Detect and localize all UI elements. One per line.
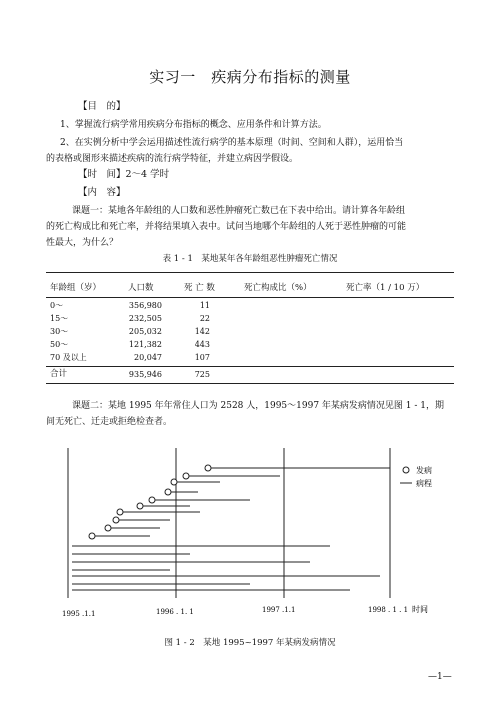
onset-marker (165, 489, 171, 495)
task2-line-1: 课题二：某地 1995 年年常住人口为 2528 人，1995～1997 年某病发病情况见图 1 - 1，期 (72, 401, 444, 411)
page-title: 实习一 疾病分布指标的测量 (149, 68, 351, 86)
deaths-cell: 107 (194, 353, 210, 362)
onset-marker (105, 525, 111, 531)
incidence-timeline-figure (50, 440, 450, 630)
purpose-heading: 【目 的】 (78, 101, 126, 112)
age-cell: 0～ (50, 301, 64, 310)
x-tick-1996: 1996 . 1. 1 (156, 608, 194, 616)
onset-marker (149, 497, 155, 503)
onset-marker (183, 473, 189, 479)
col-header-population: 人口数 (128, 283, 154, 293)
x-tick-1998: 1998 . 1 . 1 (368, 606, 409, 614)
population-cell: 232,505 (128, 314, 162, 323)
purpose-item-2-line-2: 的表格或图形来描述疾病的流行病学特征，并建立病因学假设。 (46, 154, 299, 164)
onset-marker (205, 465, 211, 471)
legend-course-label: 病程 (416, 479, 432, 488)
table-bottom-rule (46, 383, 454, 384)
age-cell: 70 及以上 (50, 353, 87, 362)
age-cell: 50～ (50, 340, 69, 349)
table-caption: 表 1 - 1 某地某年各年龄组恶性肿瘤死亡情况 (162, 254, 338, 264)
onset-marker (117, 509, 123, 515)
age-cell: 30～ (50, 327, 69, 336)
onset-marker (137, 503, 143, 509)
x-tick-1995: 1995 .1.1 (62, 610, 96, 618)
col-header-proportion: 死亡构成比（%） (244, 283, 312, 293)
deaths-cell: 11 (199, 301, 210, 310)
deaths-cell: 22 (199, 314, 210, 323)
population-cell: 121,382 (128, 340, 162, 349)
total-population: 935,946 (128, 370, 162, 379)
x-axis-label: 时间 (412, 605, 428, 614)
task1-line-2: 的死亡构成比和死亡率，并将结果填入表中。试问当地哪个年龄组的人死于恶性肿瘤的可能 (46, 222, 407, 232)
x-axis-ticks (62, 604, 428, 618)
x-tick-1997: 1997 .1.1 (262, 606, 296, 614)
total-label: 合计 (50, 369, 68, 379)
col-header-age: 年龄组（岁） (50, 283, 102, 293)
page-number: —1— (428, 672, 452, 682)
legend-onset-marker (403, 467, 409, 473)
case-lines (72, 465, 390, 590)
deaths-cell: 142 (194, 327, 210, 336)
task1-line-1: 课题一：某地各年龄组的人口数和恶性肿瘤死亡数已在下表中给出。请计算各年龄组 (72, 206, 406, 216)
figure-legend (400, 465, 432, 488)
task2-line-2: 间无死亡、迁走或拒绝检查者。 (46, 417, 173, 427)
content-heading: 【内 容】 (78, 187, 126, 198)
time-line: 【时 间】2～4 学时 (78, 169, 170, 180)
figure-caption: 图 1 - 2 某地 1995~1997 年某病发病情况 (164, 638, 336, 648)
population-cell: 356,980 (128, 301, 162, 310)
purpose-item-2-line-1: 2、在实例分析中学会运用描述性流行病学的基本原理（时间、空间和人群），运用恰当 (60, 138, 404, 148)
population-cell: 20,047 (134, 353, 162, 362)
deaths-cell: 443 (194, 340, 210, 349)
purpose-item-1: 1、掌握流行病学常用疾病分布指标的概念、应用条件和计算方法。 (60, 120, 327, 130)
age-cell: 15～ (50, 314, 69, 323)
task1-line-3: 性最大，为什么？ (46, 238, 119, 248)
table-total-rule (46, 366, 454, 367)
onset-marker (113, 517, 119, 523)
legend-onset-label: 发病 (416, 466, 432, 475)
total-deaths: 725 (194, 370, 210, 379)
table-header-rule (46, 297, 454, 298)
col-header-deaths: 死 亡 数 (184, 283, 215, 293)
col-header-rate: 死亡率（1 / 10 万） (346, 283, 425, 293)
onset-marker (171, 479, 177, 485)
onset-marker (89, 533, 95, 539)
table-top-rule (46, 272, 454, 273)
population-cell: 205,032 (128, 327, 162, 336)
